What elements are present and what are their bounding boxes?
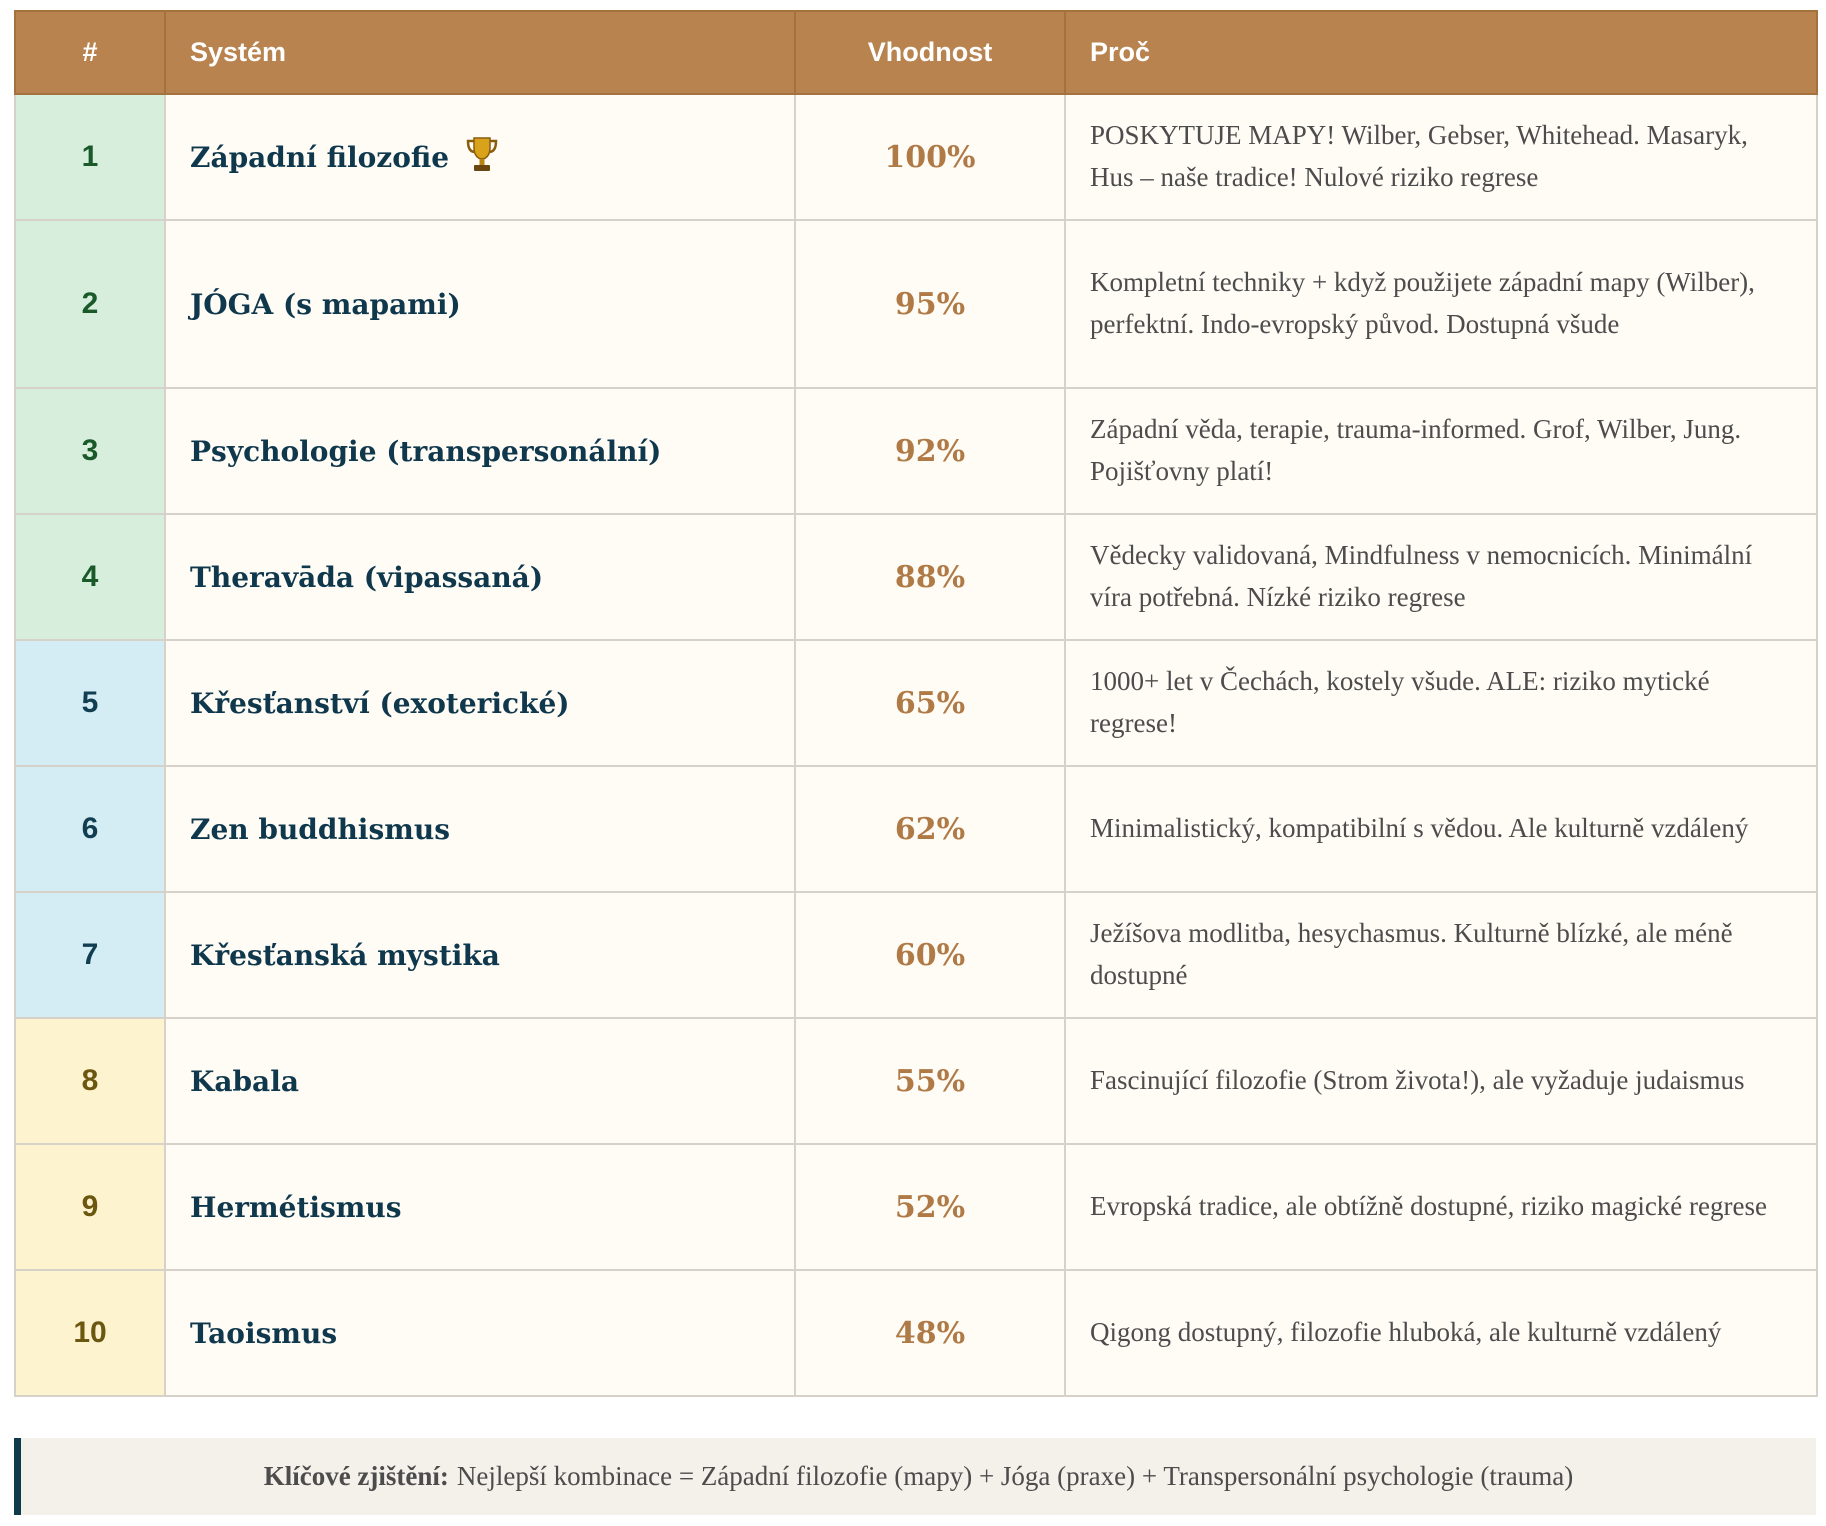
row-why: Ježíšova modlitba, hesychasmus. Kulturně blízké, ale méně dostupné (1065, 892, 1817, 1018)
row-score: 62% (795, 766, 1065, 892)
key-finding-label: Klíčové zjištění: (263, 1461, 449, 1491)
row-score: 55% (795, 1018, 1065, 1144)
table-row (15, 1144, 1817, 1270)
row-number: 7 (15, 892, 165, 1018)
row-number: 10 (15, 1270, 165, 1396)
row-system: Taoismus (165, 1270, 795, 1396)
table-row (15, 388, 1817, 514)
row-score: 100% (795, 94, 1065, 220)
row-system: Hermétismus (165, 1144, 795, 1270)
row-score: 88% (795, 514, 1065, 640)
row-why: 1000+ let v Čechách, kostely všude. ALE: riziko mytické regrese! (1065, 640, 1817, 766)
row-system (165, 94, 795, 220)
row-system-label: Západní filozofie (190, 140, 450, 174)
row-why: Fascinující filozofie (Strom života!), ale vyžaduje judaismus (1065, 1018, 1817, 1144)
row-why: POSKYTUJE MAPY! Wilber, Gebser, Whitehead. Masaryk, Hus – naše tradice! Nulové riziko regrese (1065, 94, 1817, 220)
row-number: 4 (15, 514, 165, 640)
row-score: 48% (795, 1270, 1065, 1396)
row-system: Zen buddhismus (165, 766, 795, 892)
row-system: JÓGA (s mapami) (165, 220, 795, 388)
header-why: Proč (1065, 11, 1817, 94)
row-score: 92% (795, 388, 1065, 514)
key-finding-text: Nejlepší kombinace = Západní filozofie (mapy) + Jóga (praxe) + Transpersonální psychologie (trauma) (456, 1461, 1574, 1491)
row-score: 52% (795, 1144, 1065, 1270)
row-number: 1 (15, 94, 165, 220)
table-row (15, 892, 1817, 1018)
table-row (15, 94, 1817, 220)
header-score: Vhodnost (795, 11, 1065, 94)
row-score: 65% (795, 640, 1065, 766)
table-row (15, 514, 1817, 640)
row-score: 60% (795, 892, 1065, 1018)
row-system: Psychologie (transpersonální) (165, 388, 795, 514)
row-why: Západní věda, terapie, trauma-informed. Grof, Wilber, Jung. Pojišťovny platí! (1065, 388, 1817, 514)
row-why: Qigong dostupný, filozofie hluboká, ale kulturně vzdálený (1065, 1270, 1817, 1396)
table-row (15, 766, 1817, 892)
row-system: Theravāda (vipassaná) (165, 514, 795, 640)
row-number: 5 (15, 640, 165, 766)
table-row (15, 1270, 1817, 1396)
trophy-icon (465, 135, 499, 180)
header-number: # (15, 11, 165, 94)
header-system: Systém (165, 11, 795, 94)
key-finding-box (14, 1438, 1816, 1515)
row-system: Kabala (165, 1018, 795, 1144)
table-row (15, 220, 1817, 388)
row-why: Vědecky validovaná, Mindfulness v nemocnicích. Minimální víra potřebná. Nízké riziko regrese (1065, 514, 1817, 640)
row-number: 2 (15, 220, 165, 388)
table-row (15, 1018, 1817, 1144)
row-number: 9 (15, 1144, 165, 1270)
table-header-row (15, 11, 1817, 94)
row-number: 6 (15, 766, 165, 892)
row-system: Křesťanství (exoterické) (165, 640, 795, 766)
row-score: 95% (795, 220, 1065, 388)
row-why: Kompletní techniky + když použijete západní mapy (Wilber), perfektní. Indo-evropský původ. Dostupná všude (1065, 220, 1817, 388)
row-why: Minimalistický, kompatibilní s vědou. Ale kulturně vzdálený (1065, 766, 1817, 892)
ranking-table (14, 10, 1818, 1397)
row-why: Evropská tradice, ale obtížně dostupné, riziko magické regrese (1065, 1144, 1817, 1270)
row-system: Křesťanská mystika (165, 892, 795, 1018)
table-row (15, 640, 1817, 766)
row-number: 3 (15, 388, 165, 514)
row-number: 8 (15, 1018, 165, 1144)
